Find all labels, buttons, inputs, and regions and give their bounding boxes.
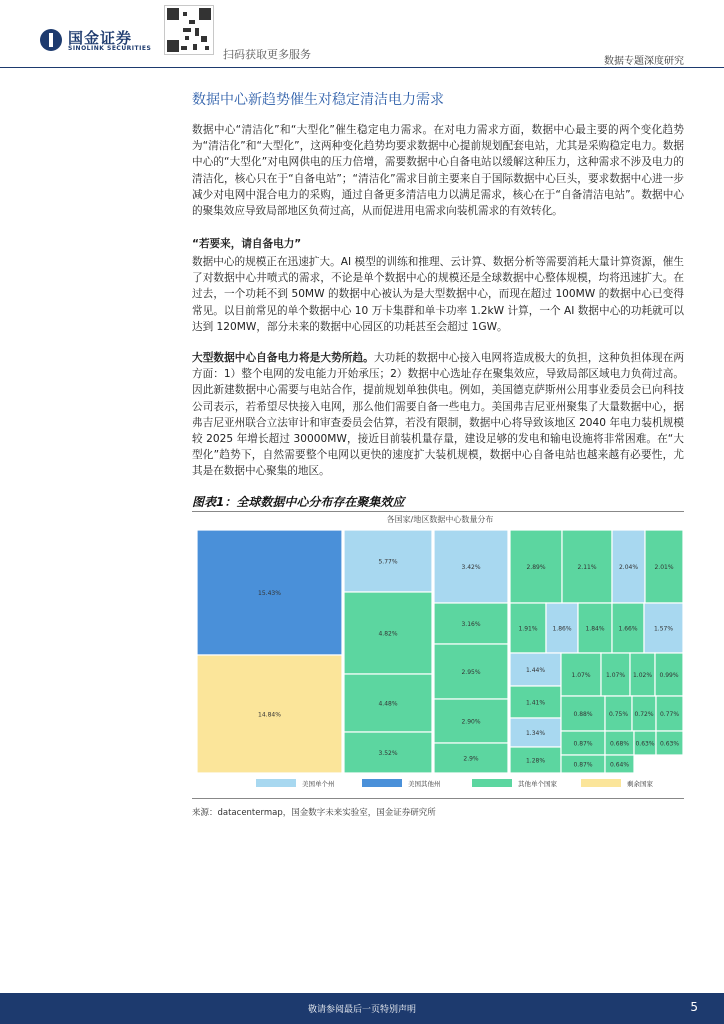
treemap-tile [655, 653, 683, 696]
paragraph-body: 大功耗的数据中心接入电网将造成极大的负担，这种负担体现在两方面：1）整个电网的发电能力开始承压；2）数据中心选址存在聚集效应，导致局部区域电力负荷过高。因此新建数据中心需要与电站合作，提前规划单独供电。例如，美国德克萨斯州公用事业委员会已向科技公司表示，若希望尽快接入电网，那么他们需要自备一些电力。美国弗吉尼亚州聚集了大量数据中心，据弗吉尼亚州联合立法审计和审查委员会估算，若没有限制，数据中心将导致该地区 2040 年电力装机规模较 2025 年增长超过 30000MW，接近目前装机量存量，建设足够的发电和输电设施将非常困难。在“大型化”趋势下，自然需要整个电网以更快的速度扩大装机规模，数据中心自备电站也越来越有必要性，尤其是在数据中心聚集的地区。 [192, 352, 685, 478]
treemap-tile-label: 0.75% [608, 711, 629, 718]
qr-module [205, 46, 209, 50]
sinolink-logo-icon [40, 29, 62, 51]
legend-swatch [581, 779, 621, 787]
brand-name-en: SINOLINK SECURITIES [68, 45, 152, 52]
treemap-tile [510, 747, 561, 773]
treemap-tile [197, 655, 342, 773]
treemap-tile-label: 1.02% [632, 672, 653, 679]
treemap-tile [561, 755, 605, 773]
treemap-tile [344, 732, 432, 773]
treemap-tile-label: 2.95% [461, 669, 481, 676]
treemap-tile-label: 1.57% [653, 625, 674, 633]
treemap-tile-label: 2.04% [618, 564, 639, 571]
report-type-label: 数据专题深度研究 [604, 56, 684, 67]
source-rule [192, 798, 684, 799]
treemap-tile-label: 2.89% [526, 564, 546, 571]
treemap-tile-label: 0.63% [635, 740, 655, 748]
treemap-tile [510, 653, 561, 686]
legend-swatch [362, 779, 402, 787]
treemap-tile [630, 653, 655, 696]
treemap-tile-label: 1.91% [518, 625, 538, 633]
legend-label: 剩余国家 [627, 780, 653, 788]
treemap-tile-label: 2.01% [654, 564, 674, 571]
treemap-tile-label: 0.77% [659, 711, 680, 718]
treemap-tile-label: 0.72% [634, 711, 654, 718]
treemap-tile-label: 4.82% [378, 630, 398, 638]
treemap-tile-label: 0.88% [573, 711, 593, 718]
treemap-tile [634, 731, 656, 755]
footer-disclaimer: 敬请参阅最后一页特别声明 [307, 1005, 416, 1015]
figure-source: 来源：datacentermap，国金数字未来实验室，国金证券研究所 [192, 808, 436, 818]
treemap-tile-label: 0.99% [659, 672, 679, 679]
paragraph-self-power-trend [192, 350, 684, 480]
treemap-tile [644, 603, 683, 653]
treemap-tile [605, 731, 634, 755]
page-number: 5 [690, 1000, 698, 1014]
legend-swatch [472, 779, 512, 787]
treemap-tile [434, 530, 508, 603]
legend-label: 美国单个州 [302, 780, 335, 788]
treemap-tile-label: 0.87% [573, 740, 593, 748]
treemap-tile-label: 2.90% [461, 718, 481, 726]
treemap-tile-label: 1.84% [585, 625, 605, 633]
treemap-tile-label: 14.84% [258, 711, 281, 719]
treemap-tile [434, 699, 508, 743]
chart-title: 各国家/地区数据中心数量分布 [386, 515, 494, 524]
legend-label: 美国其他州 [408, 780, 441, 788]
treemap-tile-label: 1.34% [525, 730, 546, 737]
treemap-tile-label: 0.64% [609, 761, 630, 769]
treemap-tile [612, 530, 645, 603]
header-divider [0, 67, 724, 68]
qr-module [201, 36, 207, 42]
treemap-tile-label: 3.52% [378, 750, 398, 757]
qr-module [199, 8, 211, 20]
qr-module [167, 8, 179, 20]
treemap-tile-label: 3.42% [461, 564, 481, 571]
treemap-tile-label: 4.48% [378, 700, 398, 708]
treemap-tile-label: 1.07% [571, 672, 591, 679]
qr-module [189, 20, 195, 24]
treemap-tile [510, 718, 561, 747]
legend-label: 其他单个国家 [518, 780, 557, 788]
treemap-tile-label: 1.41% [525, 699, 546, 707]
paragraph-clean-large: 数据中心“清洁化”和“大型化”催生稳定电力需求。在对电力需求方面，数据中心最主要的两个变化趋势为“清洁化”和“大型化”，这两种变化趋势均要求数据中心提前规划配套电站，尤其是采购稳定电力。数据中心的“大型化”对电网供电的压力倍增，需要数据中心自备电站以缓解这种压力，这种需求不涉及电力的清洁化，核心只在于“自备电站”；“清洁化”需求目前主要来自于国际数据中心巨头，要求数据中心进一步减少对电网中混合电力的采购，通过自备更多清洁电力以满足需求，核心在于“自备清洁电站”。数据中心的聚集效应导致局部地区负荷过高，从而促进用电需求向装机需求的有效转化。 [192, 124, 684, 218]
treemap-tile [434, 743, 508, 773]
treemap-tile [197, 530, 342, 655]
treemap-tile [605, 755, 634, 773]
qr-module [193, 44, 197, 50]
treemap-tile [656, 696, 683, 731]
treemap-tile-label: 0.87% [573, 761, 593, 769]
figure-title: 图表1：全球数据中心分布存在聚集效应 [192, 495, 405, 509]
treemap-tile [344, 592, 432, 674]
section-title: 数据中心新趋势催生对稳定清洁电力需求 [192, 92, 444, 108]
subheading-self-power: “若要来，请自备电力” [192, 238, 302, 250]
treemap-tile-label: 0.63% [659, 740, 680, 748]
treemap-tile-label: 1.28% [525, 757, 546, 765]
qr-module [183, 28, 191, 32]
qr-module [167, 40, 179, 52]
treemap-tile-label: 1.07% [605, 672, 626, 679]
treemap-tile-label: 1.44% [525, 667, 546, 674]
treemap-tile [434, 644, 508, 699]
treemap-tile [510, 686, 561, 718]
treemap-tile [601, 653, 630, 696]
treemap-tile-label: 0.68% [609, 740, 630, 748]
treemap-tile-label: 5.77% [378, 558, 398, 566]
treemap-tile [546, 603, 578, 653]
figure-top-rule [192, 511, 684, 512]
treemap-tile [561, 653, 601, 696]
treemap-tile [578, 603, 612, 653]
qr-module [183, 12, 187, 16]
legend-swatch [256, 779, 296, 787]
treemap-tile-label: 2.11% [577, 564, 597, 571]
treemap-tile-label: 3.16% [461, 621, 481, 628]
treemap-tile [656, 731, 683, 755]
qr-code-icon[interactable] [164, 5, 214, 55]
treemap-tile-label: 1.66% [618, 625, 638, 633]
treemap-tile-label: 15.43% [258, 590, 281, 597]
treemap-tile [562, 530, 612, 603]
treemap-tile [561, 696, 605, 731]
treemap-tile [605, 696, 632, 731]
paragraph-lead-bold: 大型数据中心自备电力将是大势所趋。 [192, 352, 374, 364]
treemap-tile [645, 530, 683, 603]
qr-module [195, 28, 199, 36]
treemap-tile [510, 603, 546, 653]
treemap-tile-label: 2.9% [463, 755, 479, 763]
brand-name-cn: 国金证券 [68, 29, 133, 47]
qr-caption: 扫码获取更多服务 [223, 48, 311, 61]
treemap-tile [561, 731, 605, 755]
treemap-tile [612, 603, 644, 653]
qr-module [181, 46, 187, 50]
treemap-chart [194, 513, 686, 793]
treemap-tile [510, 530, 562, 603]
treemap-tile [344, 530, 432, 592]
paragraph-scale-growth: 数据中心的规模正在迅速扩大。AI 模型的训练和推理、云计算、数据分析等需要消耗大量计算资源，催生了对数据中心井喷式的需求，不论是单个数据中心的规模还是全球数据中心整体规模，均将迅速扩大。在过去，一个功耗不到 50MW 的数据中心被认为是大型数据中心，而现在超过 100MW 的数据中心已变得常见。以目前常见的单个数据中心 10 万卡集群和单卡功率 1.2kW 计算，一个 AI 数据中心的功耗就可以达到 120MW，部分未来的数据中心园区的功耗甚至会超过 1GW。 [192, 256, 684, 333]
treemap-tile [344, 674, 432, 732]
treemap-tile [434, 603, 508, 644]
qr-module [185, 36, 189, 40]
treemap-tile-label: 1.86% [552, 625, 572, 633]
treemap-tile [632, 696, 656, 731]
treemap-svg [194, 513, 686, 793]
